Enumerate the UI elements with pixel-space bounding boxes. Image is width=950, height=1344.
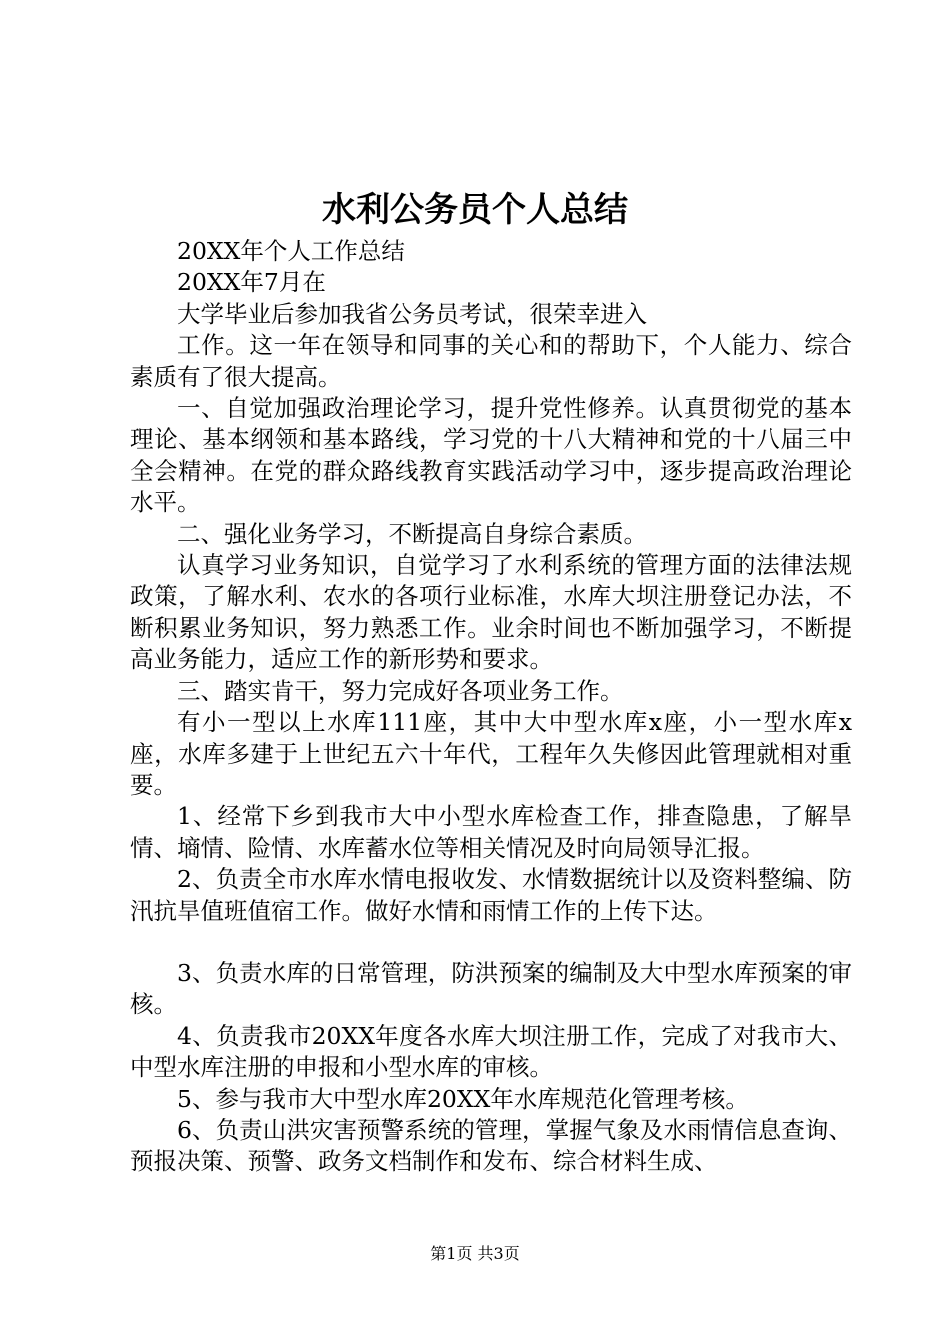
paragraph-section-3-heading: 三、踏实肯干，努力完成好各项业务工作。 [177,676,624,705]
paragraph-item-2: 2、负责全市水库水情电报收发、水情数据统计以及资料整编、防汛抗旱值班值宿工作。做好水情和雨情工作的上传下达。 [130,865,852,925]
paragraph-intro-cont: 工作。这一年在领导和同事的关心和的帮助下，个人能力、综合素质有了很大提高。 [130,331,852,391]
paragraph-item-4: 4、负责我市20XX年度各水库大坝注册工作，完成了对我市大、中型水库注册的申报和小型水库的审核。 [130,1021,852,1082]
paragraph-intro: 大学毕业后参加我省公务员考试，很荣幸进入 [177,299,647,328]
paragraph-item-1: 1、经常下乡到我市大中小型水库检查工作，排查隐患，了解旱情、墒情、险情、水库蓄水位等相关情况及时向局领导汇报。 [130,802,852,862]
paragraph-section-2-heading: 二、强化业务学习，不断提高自身综合素质。 [177,519,647,548]
page-footer: 第1页 共3页 [430,1244,520,1263]
document-title: 水利公务员个人总结 [322,190,628,230]
paragraph-item-5: 5、参与我市大中型水库20XX年水库规范化管理考核。 [177,1084,749,1113]
paragraph-item-6: 6、负责山洪灾害预警系统的管理，掌握气象及水雨情信息查询、预报决策、预警、政务文档制作和发布、综合材料生成、 [130,1115,852,1176]
paragraph-section-2-body: 认真学习业务知识，自觉学习了水利系统的管理方面的法律法规政策，了解水利、农水的各项行业标准，水库大坝注册登记办法，不断积累业务知识，努力熟悉工作。业余时间也不断加强学习，不断提高业务能力，适应工作的新形势和要求。 [130,551,852,674]
document-body [130,236,852,1178]
paragraph-section-1: 一、自觉加强政治理论学习，提升党性修养。认真贯彻党的基本理论、基本纲领和基本路线，学习党的十八大精神和党的十八届三中全会精神。在党的群众路线教育实践活动学习中，逐步提高政治理论水平。 [130,394,852,517]
paragraph-date: 20XX年7月在 [177,268,326,297]
paragraph-heading: 20XX年个人工作总结 [177,237,405,265]
paragraph-section-3-body: 有小一型以上水库111座，其中大中型水库x座，小一型水库x座，水库多建于上世纪五六十年代，工程年久失修因此管理就相对重要。 [130,708,852,799]
paragraph-item-3: 3、负责水库的日常管理，防洪预案的编制及大中型水库预案的审核。 [130,958,852,1019]
